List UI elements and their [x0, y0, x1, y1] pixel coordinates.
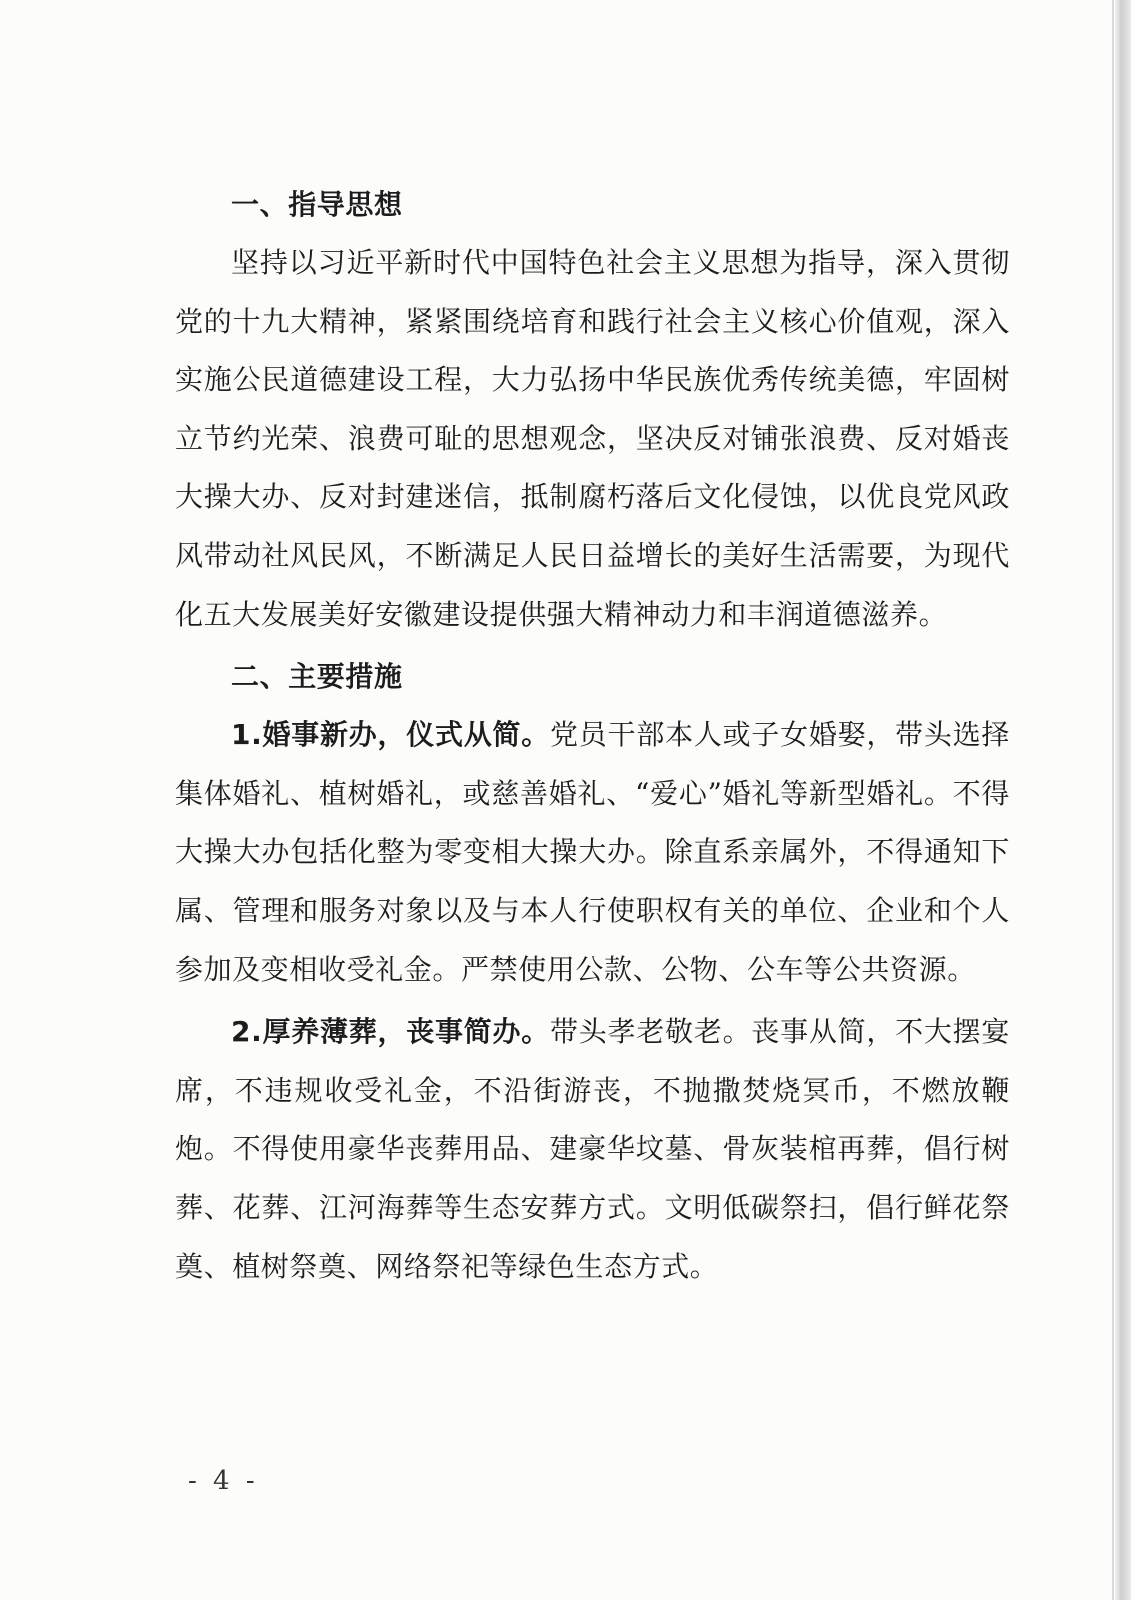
page-edge-line [1112, 0, 1114, 1600]
measure-item-2-lead: 2.厚养薄葬，丧事简办。 [231, 1015, 551, 1049]
page-edge-shadow [1115, 0, 1131, 1600]
document-body [175, 176, 1010, 1296]
paragraph-guiding-thought: 坚持以习近平新时代中国特色社会主义思想为指导，深入贯彻党的十九大精神，紧紧围绕培育和践行社会主义核心价值观，深入实施公民道德建设工程，大力弘扬中华民族优秀传统美德，牢固树立节约光荣、浪费可耻的思想观念，坚决反对铺张浪费、反对婚丧大操大办、反对封建迷信，抵制腐朽落后文化侵蚀，以优良党风政风带动社风民风，不断满足人民日益增长的美好生活需要，为现代化五大发展美好安徽建设提供强大精神动力和丰润道德滋养。 [175, 246, 1010, 631]
measure-item-1-body: 党员干部本人或子女婚娶，带头选择集体婚礼、植树婚礼，或慈善婚礼、“爱心”婚礼等新型婚礼。不得大操大办包括化整为零变相大操大办。除直系亲属外，不得通知下属、管理和服务对象以及与本人行使职权有关的单位、企业和个人参加及变相收受礼金。严禁使用公款、公物、公车等公共资源。 [175, 718, 1010, 986]
page-number: - 4 - [188, 1466, 259, 1496]
measure-item-2-body: 带头孝老敬老。丧事从简，不大摆宴席，不违规收受礼金，不沿街游丧，不抛撒焚烧冥币，不燃放鞭炮。不得使用豪华丧葬用品、建豪华坟墓、骨灰装棺再葬，倡行树葬、花葬、江河海葬等生态安葬方式。文明低碳祭扫，倡行鲜花祭奠、植树祭奠、网络祭祀等绿色生态方式。 [175, 1015, 1010, 1283]
section-heading-main-measures: 二、主要措施 [231, 660, 403, 694]
measure-item-1-lead: 1.婚事新办，仪式从简。 [231, 718, 551, 752]
measure-item-1 [175, 706, 1010, 999]
section-heading-guiding-thought: 一、指导思想 [231, 188, 403, 221]
measure-item-2 [175, 1003, 1010, 1296]
